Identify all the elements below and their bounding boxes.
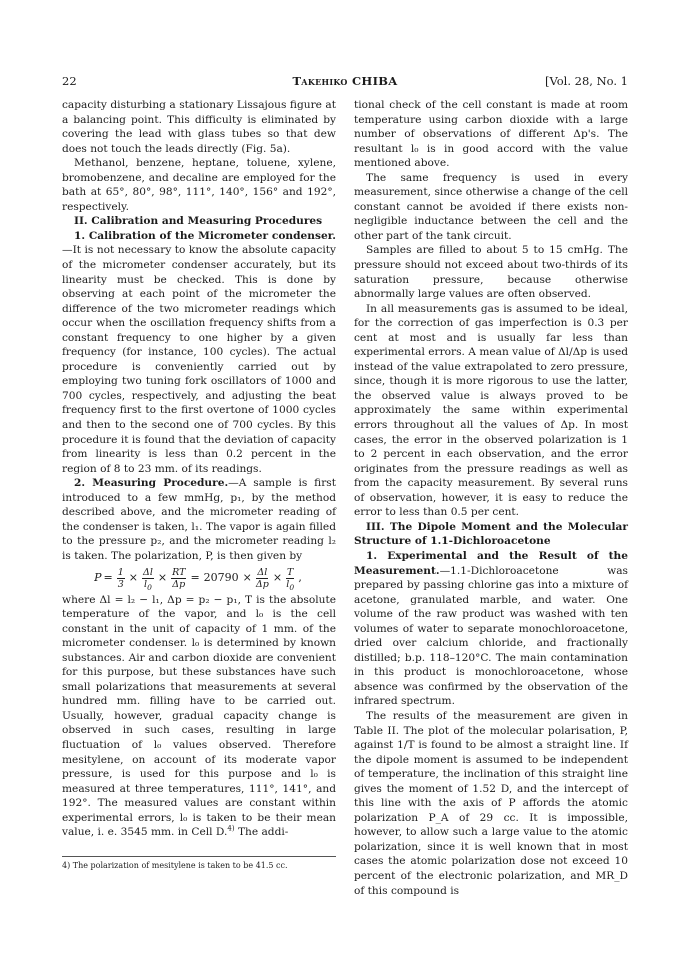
footnote-text: 4) The polarization of mesitylene is taken to be 41.5 cc. <box>62 861 288 870</box>
footnote-reference: 4) <box>227 824 235 833</box>
subsection-paragraph <box>62 229 336 476</box>
paragraph: The results of the measurement are given in Table II. The plot of the molecular polarisation, P, against 1/T is found to be almost a straight line. If the dipole moment is assumed to be independent of temperature, the inclination of this straight line gives the moment of 1.52 D, and the intercept of this line with the axis of P affords the atomic polarization P_A of 29 cc. It is impossible, however, to allow such a large value to the atomic polarization, since it is well known that in most cases the atomic polarization dose not exceed 10 percent of the electronic polarization, and MR_D of this compound is <box>354 709 628 897</box>
paragraph-text: —A sample is first introduced to a few mmHg, p₁, by the method described above, and the micrometer reading of the condenser is taken, l₁. The vapor is again filled to the pressure p₂, and the micrometer reading l₂ is taken. The polarization, P, is then given by <box>62 477 337 562</box>
paragraph-text: —1.1-Dichloroacetone was prepared by passing chlorine gas into a mixture of acetone, granulated marble, and water. One volume of the raw product was washed with ten volumes of water to separate monochloroacetone, dried over calcium chloride, and fractionally distilled; b.p. 118–120°C. The main contamination in this product is monochloroacetone, whose absence was confirmed by the observation of the infrared spectrum. <box>354 564 628 708</box>
subsection-paragraph <box>354 549 628 709</box>
right-column <box>354 98 628 898</box>
subsection-paragraph <box>62 476 336 563</box>
footnote <box>62 856 336 871</box>
paragraph-tail: The addi- <box>234 826 289 839</box>
paragraph-text: —It is not necessary to know the absolute capacity of the micrometer condenser accurately, but its linearity must be checked. This is done by observing at each point of the micrometer the difference of the two micrometer readings which occur when the oscillation frequency shifts from a constant frequency to one higher by a given frequency (for instance, 100 cycles). The actual procedure is conveniently carried out by employing two tuning fork oscillators of 1000 and 700 cycles, respectively, and adjusting the beat frequency first to the first overtone of 1000 cycles and then to the second one of 700 cycles. By this procedure it is found that the deviation of capacity from linearity is less than 0.2 percent in the region of 8 to 23 mm. of its readings. <box>62 244 336 475</box>
running-header <box>62 74 628 90</box>
subsection-heading: 1. Calibration of the Micrometer condenser. <box>74 229 336 242</box>
paragraph: capacity disturbing a stationary Lissajous figure at a balancing point. This difficulty is eliminated by covering the lead with glass tubes so that dew does not touch the leads directly (Fig. 5a). <box>62 99 336 155</box>
paragraph: The same frequency is used in every measurement, since otherwise a change of the cell constant cannot be avoided if there exists non-negligible inductance between the cell and the other part of the tank circuit. <box>354 171 628 242</box>
paragraph: Samples are filled to about 5 to 15 cmHg. The pressure should not exceed about two-thirds of its saturation pressure, because otherwise abnormally large values are often observed. <box>354 244 628 301</box>
subsection-heading: 1. Experimental and the Result of the Measurement. <box>354 549 628 577</box>
equation-constant: 20790 <box>203 571 239 584</box>
section-heading: II. Calibration and Measuring Procedures <box>74 215 323 228</box>
paragraph: In all measurements gas is assumed to be ideal, for the correction of gas imperfection is 0.3 per cent at most and is usually far less than experimental errors. A mean value of Δl/Δp is used instead of the value extrapolated to zero pressure, since, though it is more rigorous to use the latter, the observed value is always proved to be approximately the same within experimental errors throughout all the values of Δp. In most cases, the error in the observed polarization is 1 to 2 percent in each observation, and the error originates from the pressure readings as well as from the capacity measurement. By several runs of observation, however, it is easy to reduce the error to less than 0.5 per cent. <box>354 302 628 519</box>
paragraph <box>62 593 336 840</box>
subsection-heading: 2. Measuring Procedure. <box>74 477 229 490</box>
paragraph: tional check of the cell constant is made at room temperature using carbon dioxide with a large number of observations of different Δp's. The resultant l₀ is in good accord with the value mentioned above. <box>354 99 628 170</box>
paragraph-text: where Δl = l₂ − l₁, Δp = p₂ − p₁, T is the absolute temperature of the vapor, and l₀ is the cell constant in the unit of capacity of 1 mm. of the micrometer condenser. l₀ is determined by known substances. Air and carbon dioxide are convenient for this purpose, but these substances have such small polarizations that measurements at several hundred mm. filling have to be carried out. Usually, however, gradual capacity change is observed in such cases, resulting in large fluctuation of l₀ values observed. Therefore mesitylene, on account of its moderate vapor pressure, is used for this purpose and l₀ is measured at three temperatures, 111°, 141°, and 192°. The measured values are constant within experimental errors, l₀ is taken to be their mean value, i. e. 3545 mm. in Cell D. <box>62 593 336 839</box>
section-heading: III. The Dipole Moment and the Molecular Structure of 1.1-Dichloroacetone <box>354 520 628 548</box>
page-number: 22 <box>62 74 77 88</box>
left-column <box>62 98 336 840</box>
paragraph: Methanol, benzene, heptane, toluene, xylene, bromobenzene, and decaline are employed for the bath at 65°, 80°, 98°, 111°, 140°, 156° and 192°, respectively. <box>62 157 336 213</box>
polarization-equation: P = $\frac{1}{3}$ × $\frac{\Delta l}{l_0}$ × $\frac{RT}{\Delta p}$ = 20790 × $\frac{\Delta l}{\Delta p}$ × $\frac{T}{l_0}$ , <box>94 566 302 592</box>
running-author: Takehiko CHIBA <box>292 74 398 88</box>
volume-info: [Vol. 28, No. 1 <box>544 74 628 88</box>
